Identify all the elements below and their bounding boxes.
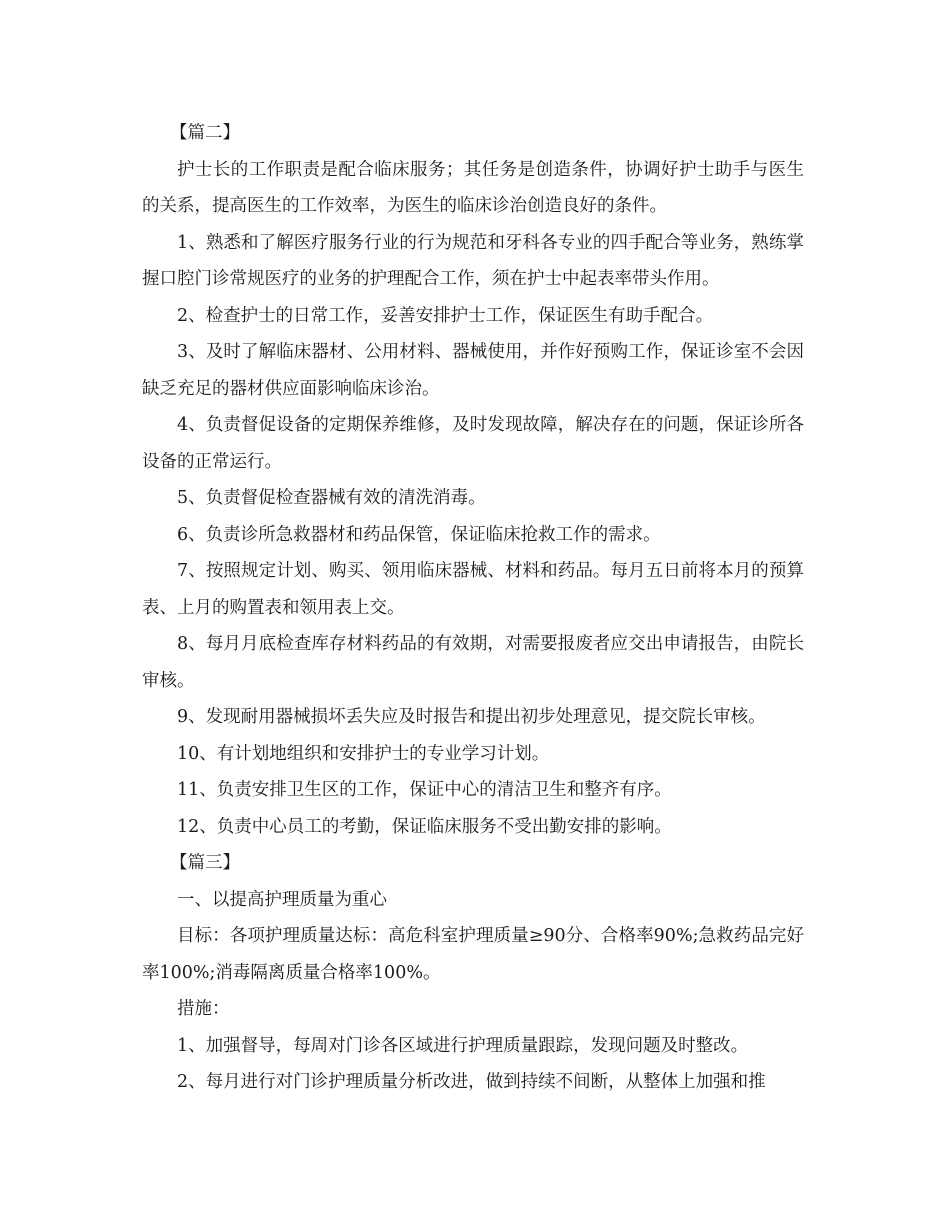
- paragraph: 5、负责督促检查器械有效的清洗消毒。: [177, 488, 486, 508]
- paragraph: 目标：各项护理质量达标：高危科室护理质量≥90分、合格率90%;急救药品完好率100%;消毒隔离质量合格率100%。: [142, 926, 804, 983]
- section-heading: 【篇三】: [170, 853, 240, 873]
- paragraph: 4、负责督促设备的定期保养维修，及时发现故障，解决存在的问题，保证诊所各设备的正常运行。: [142, 415, 804, 472]
- section-heading: 【篇二】: [170, 123, 240, 143]
- paragraph: 3、及时了解临床器材、公用材料、器械使用，并作好预购工作，保证诊室不会因缺乏充足的器材供应面影响临床诊治。: [142, 342, 804, 399]
- paragraph: 1、熟悉和了解医疗服务行业的行为规范和牙科各专业的四手配合等业务，熟练掌握口腔门诊常规医疗的业务的护理配合工作，须在护士中起表率带头作用。: [142, 232, 804, 289]
- paragraph: 一、以提高护理质量为重心: [177, 889, 387, 910]
- paragraph: 7、按照规定计划、购买、领用临床器械、材料和药品。每月五日前将本月的预算表、上月的购置表和领用表上交。: [142, 561, 804, 618]
- paragraph: 6、负责诊所急救器材和药品保管，保证临床抢救工作的需求。: [177, 524, 661, 545]
- paragraph: 措施：: [177, 999, 230, 1019]
- paragraph: 12、负责中心员工的考勤，保证临床服务不受出勤安排的影响。: [177, 816, 672, 837]
- paragraph: 9、发现耐用器械损坏丢失应及时报告和提出初步处理意见，提交院长审核。: [177, 707, 766, 727]
- paragraph: 2、每月进行对门诊护理质量分析改进，做到持续不间断，从整体上加强和推: [177, 1072, 766, 1092]
- paragraph: 8、每月月底检查库存材料药品的有效期，对需要报废者应交出申请报告，由院长审核。: [142, 634, 804, 691]
- paragraph: 2、检查护士的日常工作，妥善安排护士工作，保证医生有助手配合。: [177, 305, 714, 326]
- paragraph: 10、有计划地组织和安排护士的专业学习计划。: [177, 743, 550, 764]
- paragraph: 1、加强督导，每周对门诊各区域进行护理质量跟踪，发现问题及时整改。: [177, 1035, 749, 1056]
- paragraph: 护士长的工作职责是配合临床服务；其任务是创造条件，协调好护士助手与医生的关系，提高医生的工作效率，为医生的临床诊治创造良好的条件。: [142, 159, 804, 216]
- paragraph: 11、负责安排卫生区的工作，保证中心的清洁卫生和整齐有序。: [177, 780, 672, 800]
- document-body: [142, 115, 804, 1101]
